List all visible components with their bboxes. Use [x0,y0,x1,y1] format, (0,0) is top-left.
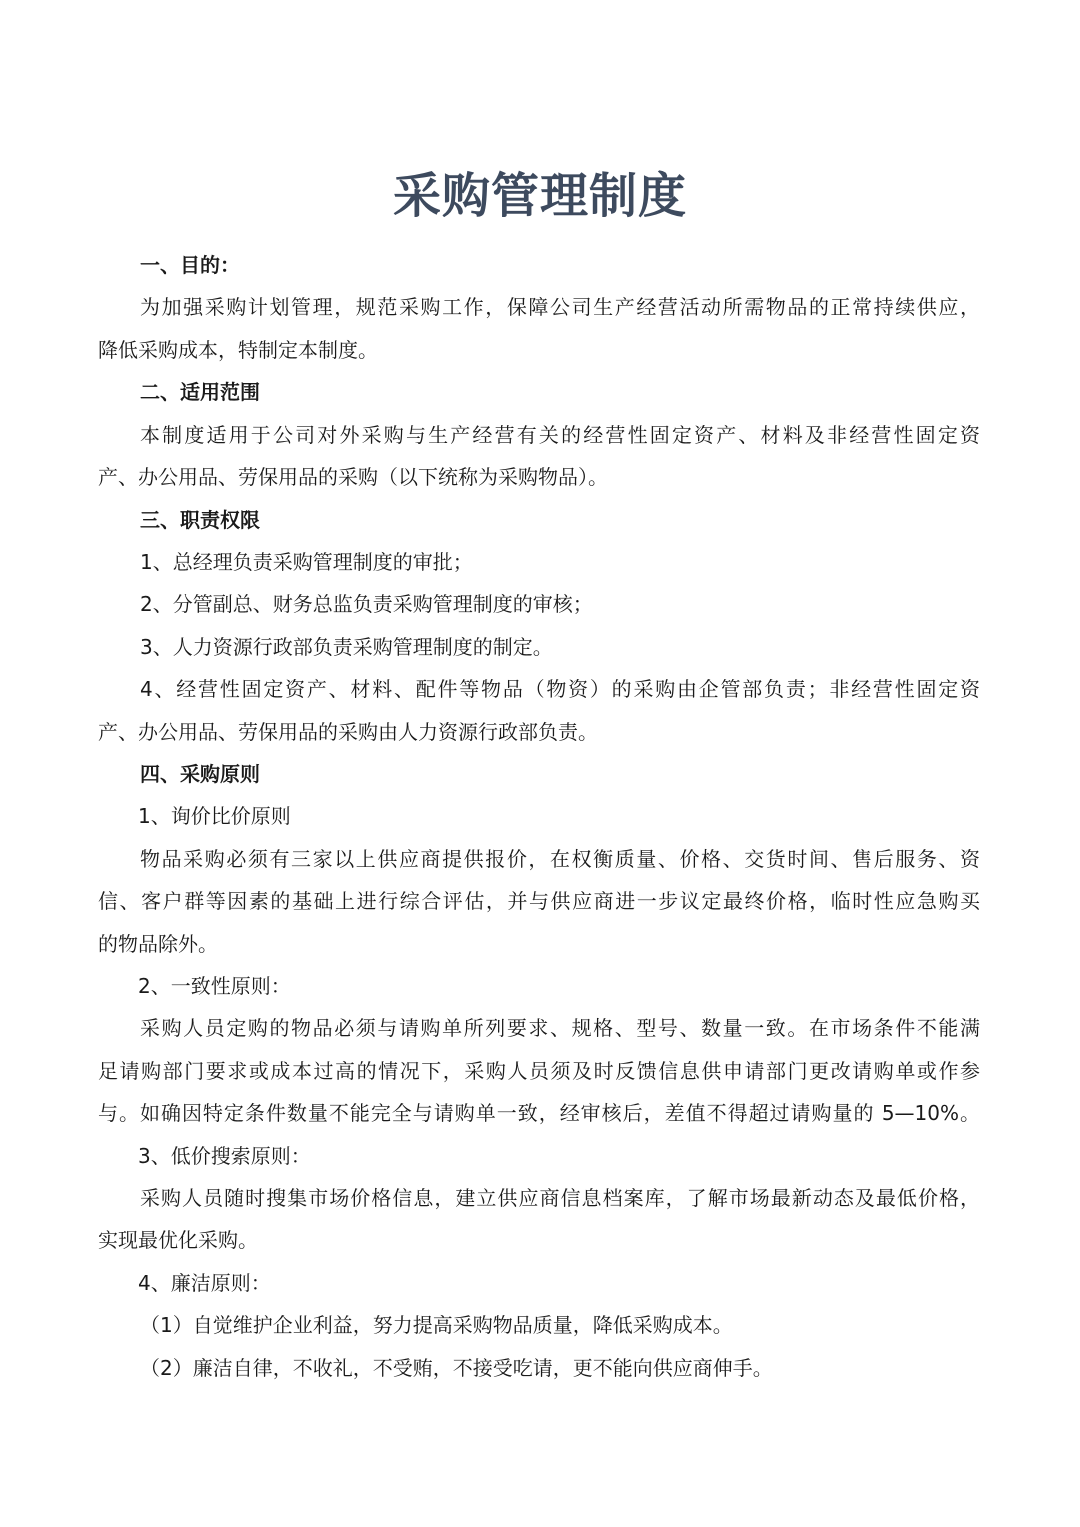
paragraph-line: 降低采购成本，特制定本制度。 [98,338,378,362]
section-heading-purpose: 一、目的： [140,253,240,277]
paragraph-line: 足请购部门要求或成本过高的情况下，采购人员须及时反馈信息供申请部门更改请购单或作参 [98,1059,980,1083]
paragraph-line: 物品采购必须有三家以上供应商提供报价，在权衡质量、价格、交货时间、售后服务、资 [140,847,980,871]
paragraph-line: 产、办公用品、劳保用品的采购（以下统称为采购物品）。 [98,465,608,489]
paragraph-line: 的物品除外。 [98,932,218,956]
subsection-heading: 3、低价搜索原则： [138,1144,311,1168]
paragraph-line: 为加强采购计划管理，规范采购工作，保障公司生产经营活动所需物品的正常持续供应， [140,295,980,319]
list-item: （2）廉洁自律，不收礼，不受贿，不接受吃请，更不能向供应商伸手。 [140,1356,773,1380]
paragraph-line: 实现最优化采购。 [98,1228,258,1252]
paragraph-line: 本制度适用于公司对外采购与生产经营有关的经营性固定资产、材料及非经营性固定资 [140,423,980,447]
list-item: 1、总经理负责采购管理制度的审批； [140,550,473,574]
paragraph-line: 采购人员随时搜集市场价格信息，建立供应商信息档案库，了解市场最新动态及最低价格， [140,1186,980,1210]
section-heading-principles: 四、采购原则 [140,762,260,786]
section-heading-scope: 二、适用范围 [140,380,260,404]
list-item: 4、经营性固定资产、材料、配件等物品（物资）的采购由企管部负责；非经营性固定资 [140,677,980,701]
subsection-heading: 1、询价比价原则 [138,804,291,828]
paragraph-line: 信、客户群等因素的基础上进行综合评估，并与供应商进一步议定最终价格，临时性应急购买 [98,889,980,913]
section-heading-responsibilities: 三、职责权限 [140,508,260,532]
subsection-heading: 2、一致性原则： [138,974,291,998]
paragraph-line: 产、办公用品、劳保用品的采购由人力资源行政部负责。 [98,720,598,744]
subsection-heading: 4、廉洁原则： [138,1271,271,1295]
list-item: 2、分管副总、财务总监负责采购管理制度的审核； [140,592,593,616]
list-item: （1）自觉维护企业利益，努力提高采购物品质量，降低采购成本。 [140,1313,733,1337]
list-item: 3、人力资源行政部负责采购管理制度的制定。 [140,635,553,659]
paragraph-line: 与。如确因特定条件数量不能完全与请购单一致，经审核后，差值不得超过请购量的 5—10%。 [98,1101,980,1125]
document-title: 采购管理制度 [392,168,687,224]
paragraph-line: 采购人员定购的物品必须与请购单所列要求、规格、型号、数量一致。在市场条件不能满 [140,1016,980,1040]
